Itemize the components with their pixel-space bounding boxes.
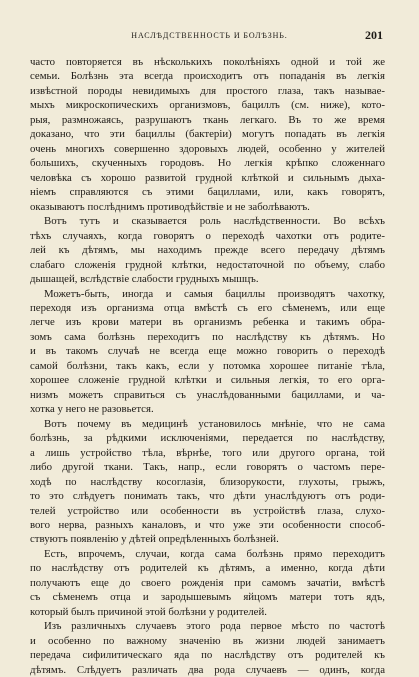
text-line: хорошее сложеніе грудной клѣтки и сильныя легкія, то его орга- (30, 374, 385, 387)
text-line: переходя изъ организма отца вмѣстѣ съ его сѣменемъ, или еще (30, 301, 385, 314)
text-line: Есть, впрочемъ, случаи, когда сама болѣзнь прямо переходитъ (44, 547, 385, 560)
text-line: часто повторяется въ нѣсколькихъ поколѣніяхъ одной и той же (30, 56, 385, 68)
running-title: НАСЛѢДСТВЕННОСТЬ И БОЛѢЗНЬ. (131, 31, 288, 40)
text-line: Вотъ почему въ медицинѣ установилось мнѣніе, что не сама (44, 417, 385, 430)
text-line: передача сифилитическаго яда по наслѣдству отъ родителей къ (30, 649, 385, 662)
text-line: зомъ сама болѣзнь переходитъ по наслѣдству къ дѣтямъ. Но (30, 330, 385, 343)
text-line: либо другой ткани. Такъ, напр., если говорятъ о частомъ пере- (30, 461, 385, 474)
text-line: большихъ, скученныхъ городовъ. Но легкія крѣпко сложеннаго (30, 157, 385, 170)
text-line: оказываютъ послѣднимъ противодѣйствіе и не заболѣваютъ. (30, 200, 310, 213)
text-line: который былъ причиной этой болѣзни у родителей. (30, 605, 267, 618)
text-line: вого нерва, разныхъ каналовъ, и что уже эти особенности способ- (30, 519, 385, 531)
text-line: дѣтямъ. Слѣдуетъ различать два рода случаевъ — одинъ, когда (30, 663, 385, 676)
page-header (30, 30, 389, 46)
text-line: доказано, что эти бациллы (бактеріи) могутъ попадать въ легкія (30, 128, 385, 141)
text-line: дышащей, вслѣдствіе слабости грудныхъ мышцъ. (30, 273, 259, 286)
text-line: мыхъ микроскопическихъ организмовъ, бациллъ (см. ниже), кото- (30, 99, 385, 112)
text-line: телей устройство или особенности въ устройствѣ глаза, слухо- (30, 504, 385, 517)
text-line: слабаго сложенія грудной клѣтки, недостаточной по объему, слабо (30, 258, 385, 271)
page-number: 201 (365, 28, 383, 42)
text-line: семьи. Болѣзнь эта всегда происходитъ отъ попаданія въ легкія (30, 70, 385, 83)
text-line: легче изъ крови матери въ организмъ ребенка и такимъ обра- (30, 316, 385, 329)
text-line: ніемъ справляются съ этими бациллами, или, какъ говорятъ, (30, 186, 385, 199)
text-line: очень многихъ совершенно здоровыхъ людей, особенно у жителей (30, 142, 385, 155)
text-line: а лишь устройство тѣла, вѣрнѣе, того или другого органа, той (30, 446, 385, 459)
text-line: и въ такомъ случаѣ не всегда еще можно говорить о переходѣ (30, 345, 385, 358)
text-line: получаютъ еще до своего рожденія при самомъ зачатіи, вмѣстѣ (30, 576, 385, 589)
text-line: по наслѣдству отъ родителей къ дѣтямъ, а именно, когда дѣти (30, 562, 385, 575)
text-line: то это слѣдуетъ понимать такъ, что дѣти унаслѣдуютъ отъ роди- (30, 490, 385, 503)
text-line: человѣка съ хорошо развитой грудной клѣткой и сильнымъ дыха- (30, 171, 385, 184)
text-line: тѣхъ случаяхъ, когда говорятъ о переходѣ чахотки отъ родите- (30, 229, 385, 242)
text-line: съ сѣменемъ отца и зародышевымъ яйцомъ матери тотъ ядъ, (30, 591, 385, 604)
text-line: лей къ дѣтямъ, мы находимъ прежде всего передачу дѣтямъ (30, 244, 385, 257)
text-line: Изъ различныхъ случаевъ этого рода первое мѣсто по частотѣ (44, 620, 385, 633)
text-line: болѣзнь, за рѣдкими исключеніями, передается по наслѣдству, (30, 432, 385, 445)
text-line: ходѣ по наслѣдству косоглазія, близорукости, глухоты, грыжъ, (30, 475, 385, 488)
text-line: самой болѣзни, такъ какъ, если у потомка хорошее питаніе тѣла, (30, 359, 385, 372)
text-line: Можетъ-быть, иногда и самыя бациллы производятъ чахотку, (44, 287, 385, 300)
body-text (30, 55, 385, 677)
text-line: Вотъ тутъ и сказывается роль наслѣдственности. Во всѣхъ (44, 215, 385, 228)
text-line: и особенно по важному значенію въ жизни людей занимаетъ (30, 634, 385, 647)
text-line: низмъ можетъ справиться съ унаслѣдованными бациллами, и ча- (30, 388, 385, 401)
text-line: хотка у него не разовьется. (30, 403, 154, 416)
text-line: извѣстной породы невидимыхъ для простого глаза, такъ называе- (30, 84, 385, 97)
text-line: ствуютъ появленію у дѣтей опредѣленныхъ болѣзней. (30, 533, 279, 546)
text-line: рыя, размножаясь, разрушаютъ ткань легкаго. Въ то же время (30, 113, 385, 126)
